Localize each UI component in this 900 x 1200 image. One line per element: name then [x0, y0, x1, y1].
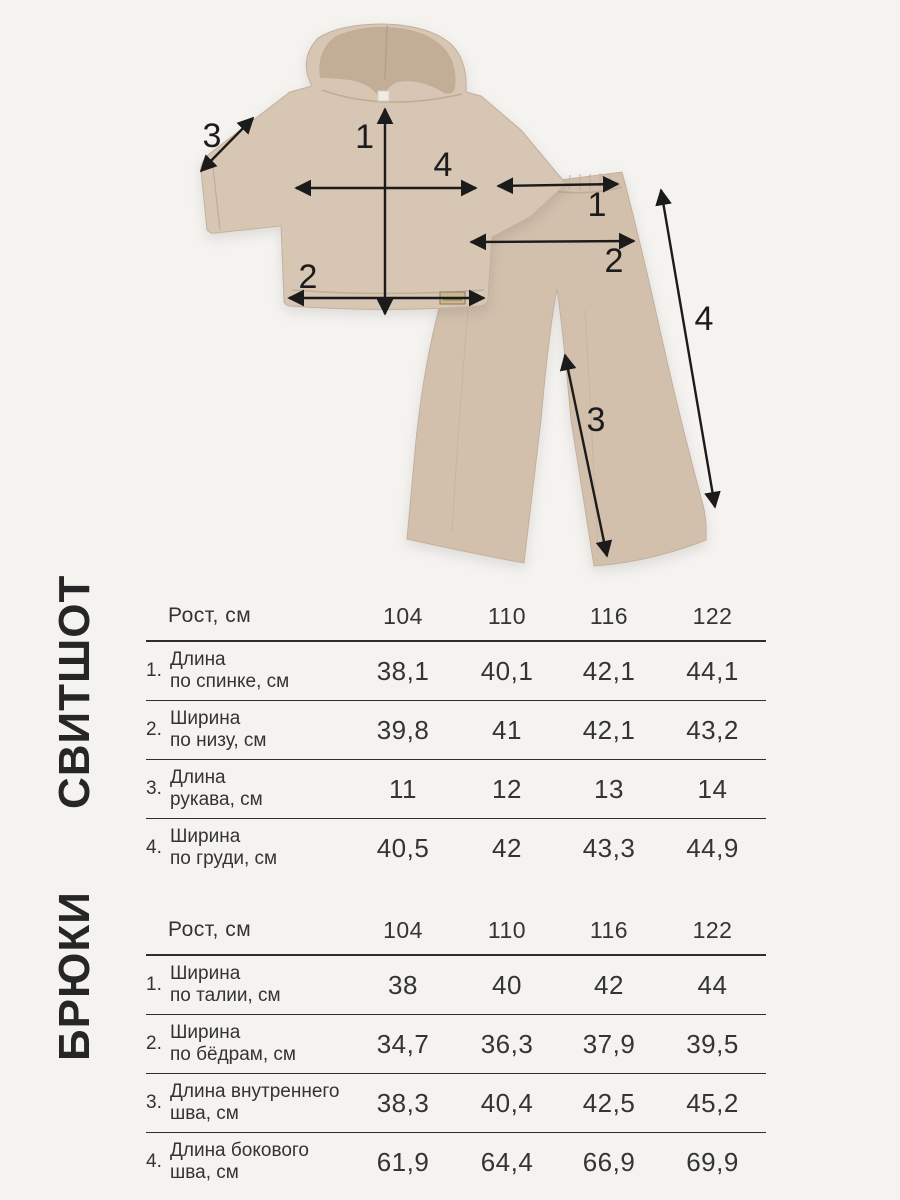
- row-number: 3.: [146, 1092, 162, 1113]
- measurement-value: 44,1: [686, 655, 739, 686]
- measurement-value: 13: [594, 773, 624, 804]
- measurement-name-line2: по груди, см: [170, 848, 278, 869]
- table-header-row: [146, 906, 766, 956]
- size-column-header: 122: [692, 602, 733, 629]
- pants-marker-side-seam: 4: [694, 300, 714, 338]
- row-number: 1.: [146, 974, 162, 995]
- row-number: 2.: [146, 1033, 162, 1054]
- measurement-value: 39,5: [686, 1028, 739, 1059]
- row-number: 4.: [146, 837, 162, 858]
- sweatshirt-marker-sleeve-length: 3: [202, 117, 222, 155]
- size-column-header: 116: [589, 602, 629, 629]
- measurement-name-line1: Длина: [170, 649, 226, 670]
- measurement-value: 61,9: [376, 1146, 430, 1177]
- row-number: 3.: [146, 778, 162, 799]
- measurement-value: 42,5: [582, 1087, 636, 1118]
- table-row: [146, 956, 766, 1015]
- measurement-value: 40: [492, 969, 522, 1000]
- measurement-value: 44,9: [686, 832, 739, 863]
- measurement-value: 38,1: [376, 655, 430, 686]
- measurement-value: 66,9: [582, 1146, 636, 1177]
- size-table-sweatshirt: [146, 592, 766, 877]
- measurement-label: [146, 1081, 351, 1125]
- measurement-name-line1: Ширина: [170, 963, 241, 984]
- measurement-value: 42: [594, 969, 624, 1000]
- table-row: [146, 642, 766, 701]
- measurement-name-line1: Длина бокового: [170, 1140, 309, 1161]
- measurement-label: [146, 1022, 351, 1066]
- measurement-name-line2: рукава, см: [170, 789, 263, 810]
- row-number: 2.: [146, 719, 162, 740]
- measurement-name-line2: шва, см: [170, 1103, 239, 1124]
- table-row: [146, 1074, 766, 1133]
- section-title-sweatshirt: СВИТШОТ: [50, 574, 99, 809]
- measurement-label: [146, 963, 351, 1007]
- measurement-value: 64,4: [480, 1146, 534, 1177]
- measurement-value: 41: [492, 714, 522, 745]
- garment-measurement-diagram: [0, 0, 900, 590]
- collar-tag: [378, 91, 389, 101]
- measurement-name-line2: шва, см: [170, 1162, 239, 1183]
- measurement-label: [146, 1140, 351, 1184]
- measurement-name-line2: по талии, см: [170, 985, 281, 1006]
- measurement-value: 12: [492, 773, 522, 804]
- measurement-name-line2: по низу, см: [170, 730, 267, 751]
- measurement-name-line1: Ширина: [170, 708, 241, 729]
- measurement-name-line2: по спинке, см: [170, 671, 290, 692]
- measurement-value: 69,9: [686, 1146, 739, 1177]
- height-header-label: Рост, см: [168, 604, 252, 627]
- table-header-row: [146, 592, 766, 642]
- measurement-label: [146, 708, 351, 752]
- table-row: [146, 1133, 766, 1191]
- measurement-value: 44: [697, 969, 728, 1000]
- table-row: [146, 1015, 766, 1074]
- measurement-value: 34,7: [376, 1028, 430, 1059]
- measurement-value: 42,1: [582, 714, 636, 745]
- pants-marker-inner-seam: 3: [586, 401, 606, 439]
- pants-marker-hip-width: 2: [604, 242, 624, 280]
- table-row: [146, 819, 766, 877]
- measurement-label: [146, 826, 351, 870]
- table-row: [146, 701, 766, 760]
- measurement-value: 40,4: [480, 1087, 534, 1118]
- size-column-header: 110: [487, 602, 527, 629]
- size-column-header: 116: [589, 916, 629, 943]
- measurement-value: 38,3: [376, 1087, 430, 1118]
- measurement-value: 42,1: [582, 655, 636, 686]
- measurement-value: 42: [492, 832, 522, 863]
- size-column-header: 104: [383, 916, 423, 943]
- measurement-value: 36,3: [480, 1028, 534, 1059]
- measurement-value: 43,3: [582, 832, 636, 863]
- sweatshirt-marker-back-length: 1: [355, 118, 374, 156]
- measurement-value: 40,1: [480, 655, 534, 686]
- size-column-header: 122: [692, 916, 733, 943]
- size-column-header: 104: [383, 602, 423, 629]
- pants-marker-waist-width: 1: [587, 186, 607, 224]
- section-title-pants: БРЮКИ: [50, 891, 99, 1061]
- measurement-name-line2: по бёдрам, см: [170, 1044, 296, 1065]
- size-table-pants: [146, 906, 766, 1191]
- measurement-label: [146, 649, 351, 693]
- sweatshirt-marker-chest-width: 4: [433, 146, 453, 184]
- measurement-value: 14: [697, 773, 728, 804]
- row-number: 1.: [146, 660, 162, 681]
- measurement-value: 43,2: [686, 714, 739, 745]
- size-column-header: 110: [487, 916, 527, 943]
- height-header-label: Рост, см: [168, 918, 252, 941]
- measurement-value: 39,8: [376, 714, 430, 745]
- table-row: [146, 760, 766, 819]
- measurement-value: 45,2: [686, 1087, 739, 1118]
- measurement-name-line1: Ширина: [170, 826, 241, 847]
- measurement-value: 40,5: [376, 832, 430, 863]
- measurement-name-line1: Длина: [170, 767, 226, 788]
- measurement-value: 38: [388, 969, 418, 1000]
- row-number: 4.: [146, 1151, 162, 1172]
- measurement-name-line1: Длина внутреннего: [170, 1081, 340, 1102]
- sweatshirt-marker-bottom-width: 2: [298, 258, 318, 296]
- measurement-value: 11: [389, 773, 417, 804]
- measurement-value: 37,9: [582, 1028, 636, 1059]
- measurement-label: [146, 767, 351, 811]
- measurement-name-line1: Ширина: [170, 1022, 241, 1043]
